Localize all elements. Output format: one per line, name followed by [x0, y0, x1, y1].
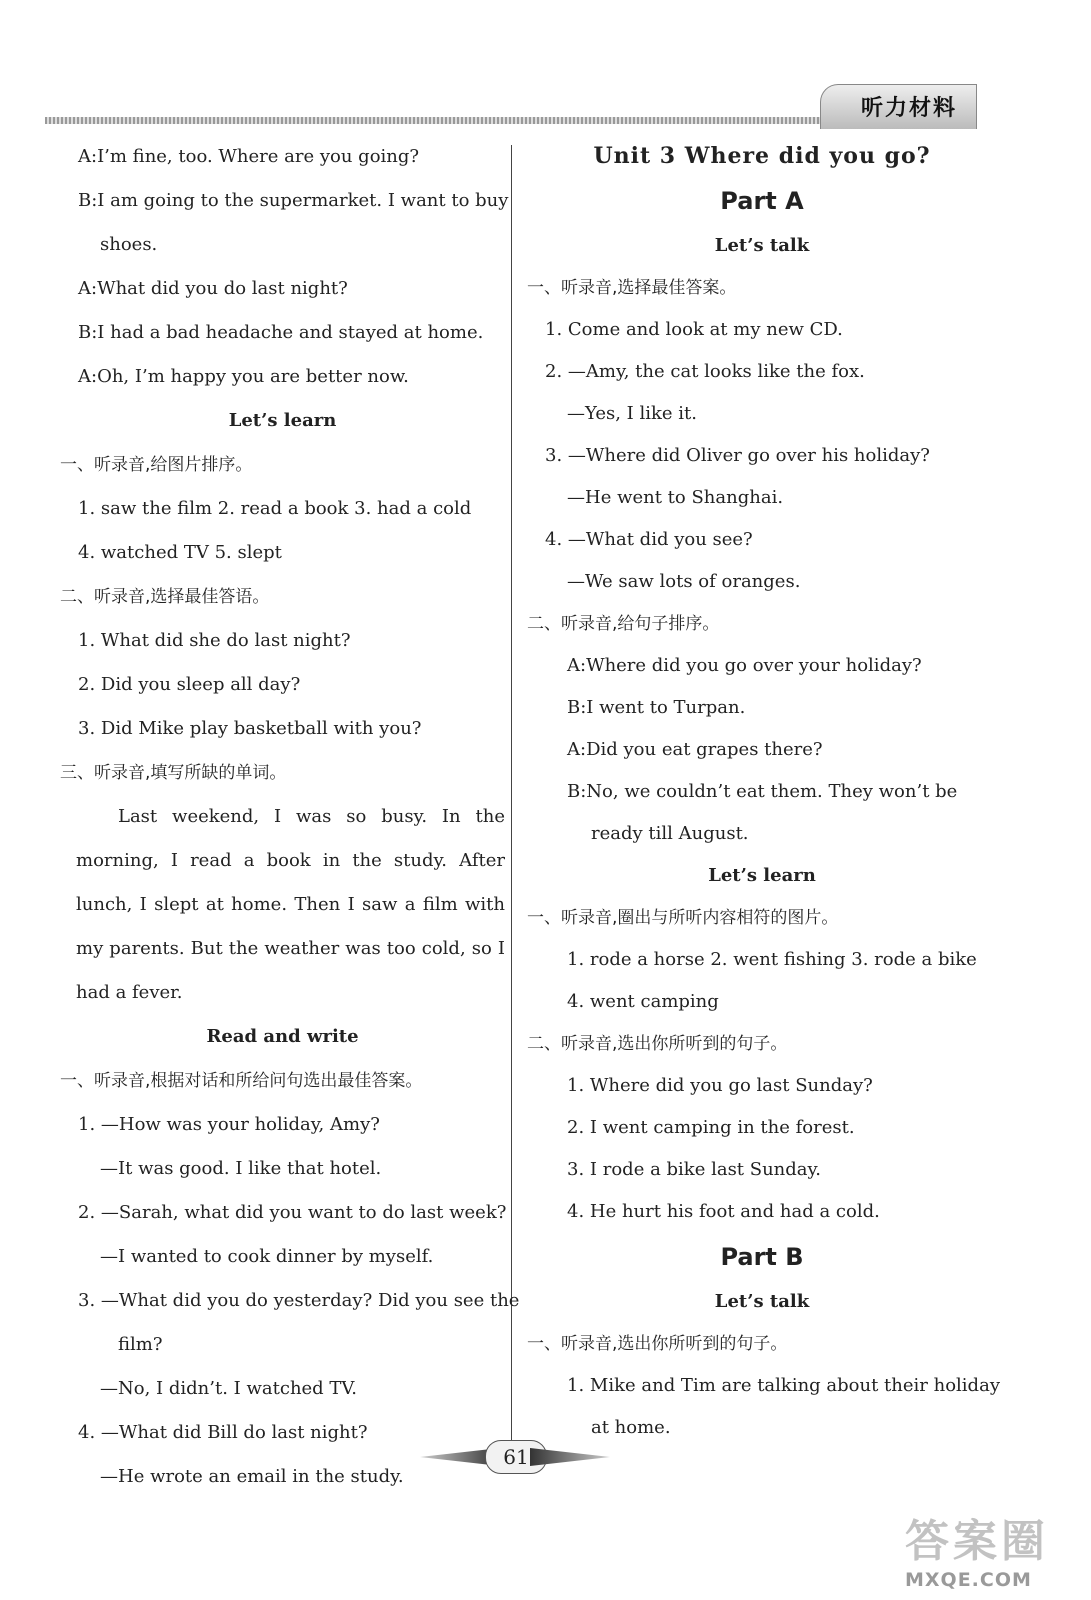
dialogue-line: 3. —Where did Oliver go over his holiday?: [545, 445, 930, 466]
part-title: Part B: [720, 1243, 804, 1271]
exercise-instruction: 二、听录音,给句子排序。: [527, 614, 720, 634]
dialogue-line: —I wanted to cook dinner by myself.: [100, 1246, 434, 1267]
section-heading: Let’s talk: [714, 235, 810, 256]
dialogue-line: 2. —Amy, the cat looks like the fox.: [545, 361, 865, 382]
dialogue-line: —It was good. I like that hotel.: [100, 1158, 382, 1179]
dialogue-line: 2. —Sarah, what did you want to do last week?: [78, 1202, 507, 1223]
word-list: 1. saw the film 2. read a book 3. had a cold: [78, 498, 472, 519]
dialogue-line: 4. —What did you see?: [545, 529, 753, 550]
dialogue-line: shoes.: [100, 234, 158, 255]
dialogue-line: B:No, we couldn’t eat them. They won’t be: [567, 781, 958, 802]
passage-paragraph: Last weekend, I was so busy. In the morning, I read a book in the study. After lunch, I slept at home. Then I saw a film with my parents. But the weather was too cold, so I had a fever.: [76, 806, 505, 1003]
dialogue-line: A:Oh, I’m happy you are better now.: [78, 366, 409, 387]
question-line: 1. What did she do last night?: [78, 630, 351, 651]
dialogue-line: A:Where did you go over your holiday?: [567, 655, 922, 676]
dialogue-line: 1. —How was your holiday, Amy?: [78, 1114, 380, 1135]
word-list: 4. went camping: [567, 991, 719, 1012]
exercise-instruction: 二、听录音,选择最佳答语。: [60, 587, 270, 607]
word-list: 4. watched TV 5. slept: [78, 542, 282, 563]
dialogue-line: B:I went to Turpan.: [567, 697, 746, 718]
watermark-logo: 答案圈: [905, 1516, 1049, 1567]
dialogue-line: B:I had a bad headache and stayed at home.: [78, 322, 484, 343]
dialogue-line: A:Did you eat grapes there?: [567, 739, 823, 760]
exercise-instruction: 一、听录音,选出你所听到的句子。: [527, 1334, 788, 1354]
exercise-instruction: 一、听录音,给图片排序。: [60, 455, 253, 475]
unit-title: Unit 3 Where did you go?: [593, 143, 931, 169]
dialogue-line: B:I am going to the supermarket. I want to buy: [78, 190, 509, 211]
sentence-line: 3. I rode a bike last Sunday.: [567, 1159, 822, 1180]
section-heading: Let’s learn: [228, 410, 337, 431]
exercise-instruction: 一、听录音,根据对话和所给问句选出最佳答案。: [60, 1071, 423, 1091]
sentence-line: at home.: [591, 1417, 671, 1438]
right-column: [527, 135, 1000, 1449]
dialogue-line: film?: [118, 1334, 163, 1355]
dialogue-line: —Yes, I like it.: [567, 403, 697, 424]
part-title: Part A: [720, 187, 804, 215]
word-list: 1. rode a horse 2. went fishing 3. rode a bike: [567, 949, 977, 970]
dialogue-line: ready till August.: [591, 823, 749, 844]
dialogue-line: A:What did you do last night?: [78, 278, 348, 299]
watermark-url: MXQE.COM: [905, 1569, 1032, 1591]
sentence-line: 1. Mike and Tim are talking about their holiday: [567, 1375, 1000, 1396]
column-divider: [511, 145, 512, 1445]
exercise-instruction: 二、听录音,选出你所听到的句子。: [527, 1034, 788, 1054]
right-wing-ornament: [530, 1448, 610, 1466]
page-number: 61: [485, 1440, 547, 1474]
watermark: [905, 1505, 1075, 1595]
dialogue-line: —He wrote an email in the study.: [100, 1466, 404, 1487]
exercise-instruction: 一、听录音,圈出与所听内容相符的图片。: [527, 908, 839, 928]
dialogue-line: 3. —What did you do yesterday? Did you see the: [78, 1290, 520, 1311]
dialogue-line: A:I’m fine, too. Where are you going?: [78, 146, 420, 167]
header-tab: [820, 84, 977, 129]
section-heading: Let’s talk: [714, 1291, 810, 1312]
page-number-badge: [420, 1440, 610, 1474]
dialogue-line: —He went to Shanghai.: [567, 487, 784, 508]
dialogue-line: 1. Come and look at my new CD.: [545, 319, 843, 340]
section-heading: Read and write: [206, 1026, 359, 1047]
exercise-instruction: 一、听录音,选择最佳答案。: [527, 278, 737, 298]
sentence-line: 2. I went camping in the forest.: [567, 1117, 855, 1138]
exercise-instruction: 三、听录音,填写所缺的单词。: [60, 763, 287, 783]
sentence-line: 4. He hurt his foot and had a cold.: [567, 1201, 880, 1222]
dialogue-line: —No, I didn’t. I watched TV.: [100, 1378, 358, 1399]
dialogue-line: —We saw lots of oranges.: [567, 571, 801, 592]
section-heading: Let’s learn: [708, 865, 816, 886]
dialogue-line: 4. —What did Bill do last night?: [78, 1422, 368, 1443]
question-line: 3. Did Mike play basketball with you?: [78, 718, 422, 739]
header-tab-label: 听力材料: [861, 96, 958, 121]
sentence-line: 1. Where did you go last Sunday?: [567, 1075, 873, 1096]
question-line: 2. Did you sleep all day?: [78, 674, 301, 695]
